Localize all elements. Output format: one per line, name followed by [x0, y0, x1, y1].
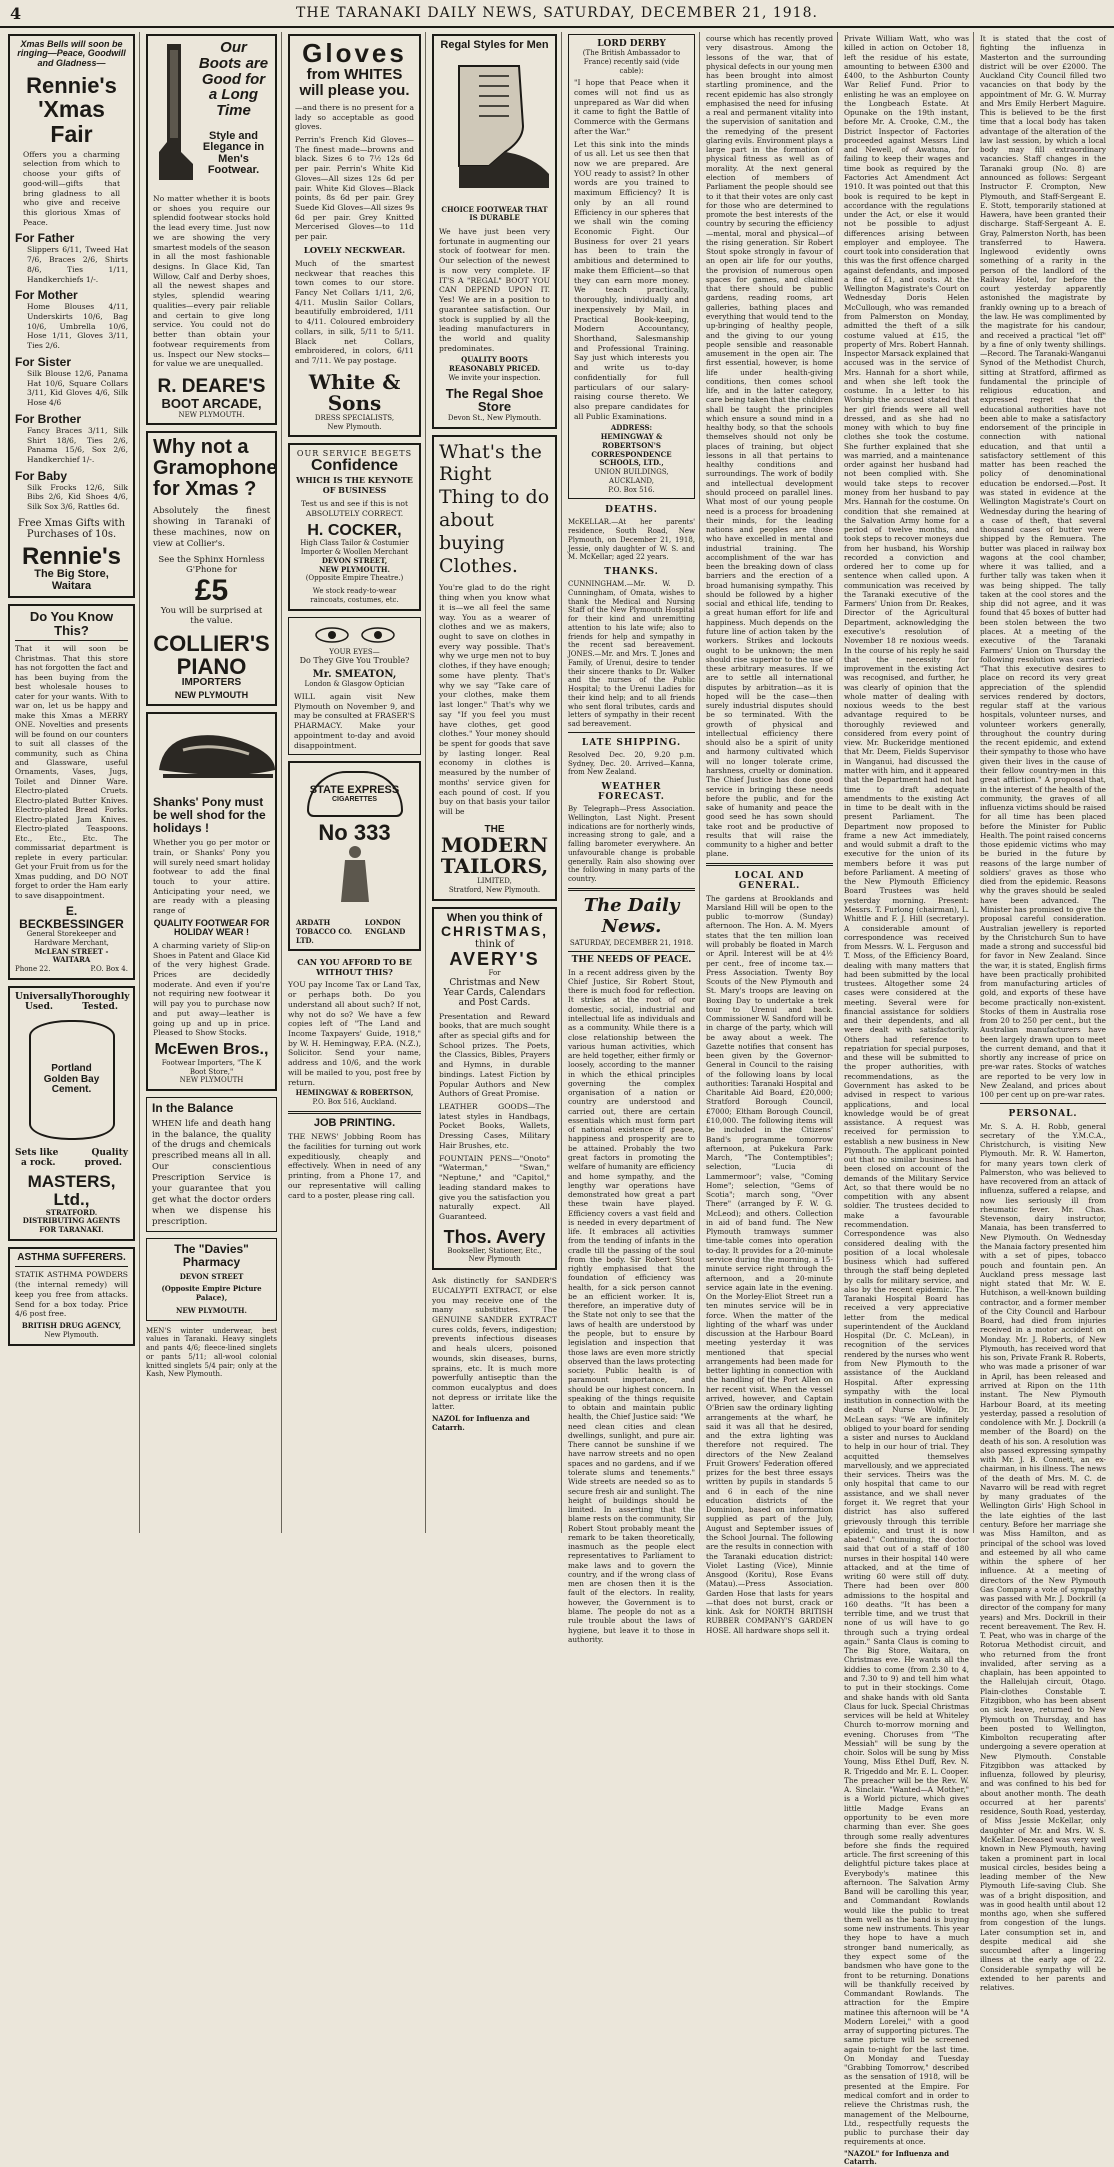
avery-pens: FOUNTAIN PENS—"Onoto" "Waterman," "Swan," "Neptune," and "Capitol," leading standard makes to give you the satisfaction you naturally expect. All Guaranteed. — [439, 1153, 550, 1221]
cement-brand3: Cement. — [51, 1084, 92, 1096]
collier-name: COLLIER'S — [153, 631, 270, 657]
weather-heading: WEATHER FORECAST. — [598, 782, 665, 803]
column-3 — [284, 32, 426, 1533]
whites-neck-body: Much of the smartest neckwear that reaches this town comes to our store. Fancy Net Collars 1/11, 2/6, 4/11. Muslin Sailor Collars, beautifully embroidered, 1/11 to 4/11. Coloured embroidery collars, in silk, 5/11 to 5/11. Black net Collars, embroidered, in colors, 6/11 and 7/11. We pay postage. — [295, 258, 414, 366]
regal-ad — [432, 34, 557, 429]
column-2 — [142, 32, 282, 1533]
deare-style: Style and Elegance in Men's Footwear. — [202, 129, 265, 177]
deare-arcade: BOOT ARCADE, — [161, 395, 262, 411]
figure-illustration — [295, 844, 414, 904]
deare-body: No matter whether it is boots or shoes you require our splendid footwear stocks hold the lead every time. Just now we are showing the very smartest models of the season in all the most fashionable designs. In Glace Kid, Tan Willow, Calf and Derby shoes, all the newest shapes and styles, splendid wearing qualities—every pair reliable and certain to give long service. You could not do better than obtain your footwear requirements from us. Inspect our New stocks—for value we are unequalled. — [153, 194, 270, 369]
balance-heading: In the Balance — [152, 1101, 234, 1116]
column-6 — [702, 32, 838, 1635]
cement-t2: Thoroughly — [71, 991, 130, 1002]
rennie-ad — [8, 34, 135, 598]
modern-tailors-ad — [432, 435, 557, 901]
paper-masthead-title: THE TARANAKI DAILY NEWS, SATURDAY, DECEMBER 21, 1918. — [296, 5, 818, 21]
balance-body: WHEN life and death hang in the balance, the quality of the drugs and chemicals prescribed means all in all. Our conscientious Prescription Service is your guarantee that you get what the doctor orders when we dispense his prescription. — [152, 1118, 271, 1227]
state-express-brand: STATE EXPRESS — [309, 783, 400, 796]
tailors-name: MODERN TAILORS, — [440, 833, 549, 879]
regal-boot-illustration — [439, 56, 550, 206]
collier-surprised: You will be surprised at the value. — [160, 606, 263, 627]
cement-ad — [8, 986, 135, 1241]
column-1 — [4, 32, 140, 1533]
job-printing-body: THE NEWS' Jobbing Room has the facilities for turning out work expeditiously, cheaply and effectively. When in need of any printing, from a Phone 17, and our representative will calling card to a poster, please ring call. — [288, 1132, 421, 1200]
rennie-free-gifts: Free Xmas Gifts with Purchases of 10s. — [17, 517, 126, 540]
mcewen-body: Whether you go per motor or train, or Shanks' Pony you will surely need smart holiday footwear to add the final touch to your attire. Anticipating your need, we are ready with a pleasing range of — [153, 838, 270, 916]
avery-christmas: CHRISTMAS, — [440, 923, 549, 940]
shipping-heading: LATE SHIPPING. — [581, 737, 682, 748]
deaths-text: McKELLAR.—At her parents' residence, South Road, New Plymouth, on December 21, 1918, Jessie, only daughter of W. S. and M. McKellar; aged 22 years. — [568, 518, 695, 562]
hemingway-address: P.O. Box 516, Auckland. — [312, 1098, 397, 1107]
avery-think: think of — [474, 938, 515, 950]
mcewen-trade: Footwear Importers, "The K Boot Store," — [161, 1058, 262, 1076]
tailors-limited: LIMITED, — [477, 877, 512, 886]
kash-notice: MEN'S winter underwear, best values in Taranaki. Heavy singlets and pants 4/6; fleece-lined singlets or pants 5/11; all-wool colonial knitted singlets 5/4 pair; only at the Kash, New Plymouth. — [146, 1326, 277, 1379]
davies-town: NEW PLYMOUTH. — [176, 1305, 247, 1315]
whites-intro: —and there is no present for a lady so acceptable as good gloves. — [295, 102, 414, 132]
cement-brand2: Golden Bay — [43, 1073, 100, 1085]
cement-b1: Sets like — [15, 1147, 59, 1158]
shipping-text: Resolved Dec. 20, 9.20 p.m. Sydney, Dec. 20. Arrived—Kanna, from New Zealand. — [568, 750, 695, 777]
davies-opposite: (Opposite Empire Picture Palace), — [161, 1284, 262, 1303]
collier-price: £5 — [194, 573, 229, 607]
text-sister: Silk Blouse 12/6, Panama Hat 10/6, Square Collars 3/11, Kid Gloves 4/6, Silk Hose 4/6 — [27, 368, 128, 408]
rennie-fair: 'Xmas Fair — [38, 96, 105, 147]
davies-street: DEVON STREET — [179, 1271, 244, 1281]
sander-notice: Ask distinctly for SANDER'S EUCALYPTI EXTRACT, or else you may receive one of the many substitutes. The GENUINE SANDER EXTRACT cures colds, fevers, indigestion; prevents infectious diseases and heals ulcers, poisoned wounds, skin diseases, burns, sprains, etc. It is much more powerfully antiseptic than the common eucalyptus and does not depress or irritate like the latter. — [432, 1276, 557, 1412]
derby-quote: "I hope that Peace when it comes will not find us as unprepared as War did when it came to fight the Battle of Commerce with the Germans after the War." — [574, 78, 689, 136]
cocker-body: Test us and see if this is not ABSOLUTELY CORRECT. — [300, 499, 409, 518]
asthma-ad — [8, 1247, 135, 1346]
deaths-heading: DEATHS. — [605, 505, 658, 516]
cocker-lead: OUR SERVICE BEGETS — [296, 449, 413, 459]
regal-name: The Regal Shoe Store — [445, 385, 544, 415]
whites-ad — [288, 34, 421, 437]
collier-piano: PIANO — [176, 654, 247, 680]
smeaton-eyes: YOUR EYES— — [329, 647, 380, 656]
rennie-name: Rennie's — [26, 73, 117, 99]
derby-address-label: ADDRESS: — [610, 423, 653, 433]
mcewen-town: NEW PLYMOUTH — [179, 1076, 244, 1085]
rennie-store: The Big Store, Waitara — [34, 568, 109, 592]
derby-building: UNION BUILDINGS, AUCKLAND, — [594, 468, 669, 485]
smeaton-trade: London & Glasgow Optician — [304, 680, 405, 689]
tailors-heading: What's the Right Thing to do about buying Clothes. — [439, 440, 550, 577]
avery-trade: Bookseller, Stationer, Etc., — [447, 1246, 542, 1255]
beck-heading: Do You Know This? — [29, 609, 114, 638]
regal-heading: Regal Styles for Men — [440, 39, 549, 51]
collier-importers: IMPORTERS — [181, 677, 242, 689]
davies-heading: The "Davies" Pharmacy — [174, 1242, 249, 1269]
tailors-body: You're glad to do the right thing when you know what it is—we all feel the same way. You as a wearer of clothes and we as makers, ought to save on clothes in every way possible. That's why we urge men not to buy clothes, if they have enough; some have plenty. That's why we say "Take care of your clothes, make them last longer." That's why we say "If you feel you must have clothes, get good clothes." Your money should be spent for goods that save by lasting longer. Real economy in clothes is measured by the number of months' service given for each pound of cost. If you buy on that basis your tailor will be — [439, 583, 550, 816]
smeaton-name: Mr. SMEATON, — [312, 669, 397, 681]
regal-body: We have just been very fortunate in augmenting our stock of footwear for men. Our selection of the newest is now very complete. IF IT'S A "REGAL" BOOT YOU CAN DEPEND UPON IT. Yes! We are in a position to guarantee satisfaction. Our stock is supplied by all the leading manufacturers in the world and quality predominates. — [439, 227, 550, 353]
avery-town: New Plymouth — [468, 1255, 521, 1264]
cocker-ad — [288, 443, 421, 610]
news-items-col8: It is stated that the cost of fighting the influenza in Masterton and the surrounding district will be over £2000. The Auckland City Council filled two vacancies on that body by the appointment of Mr. G. W. Murray and Mrs Emily Herbert Maguire. This is believed to be the first time that a local body has taken advantage of the alteration of the law last session, by which a local body may fill extraordinary vacancies. Staff changes in the Taranaki group (No. 8) are announced as follows: Sergeant Instructor F. Crompton, New Plymouth, and Staff-Sergeant E. E. Stott, temporarily stationed at Hawera, have been granted their discharge. Staff-Sergeant A. E. Gray, Palmerston North, has been transferred to Hawera. Inglewood evidently owns something of a rarity in the person of the landlord of the Railway Hotel, for before the court yesterday apparently astonished the magistrate by frankly owning up to a breach of the law. He was complimented by the magistrate for his candour, and received a practical "let off" by a fine of only twenty shillings.—Record. The Taranaki-Wanganui Synod of the Methodist Church, sitting at Stratford, affirmed as fundamental the principle of religious education, and expressed regret that the educational authorities have not been able to make a satisfactory endorsement of the principle in connection with national education, and that until a satisfactory settlement of this matter has been reached the policy of denominational education be endorsed.—Post. It was stated in evidence at the Wellington Magistrate's Court on Wednesday during the hearing of a case of theft, that several thousand cases of butter were shipped by the Remuera. The butter was placed in railway box wagons at the cool chamber, where it was tallied, and a further tally was taken when it was being shipped. The tally taken at the cool stores and the ship did not agree, and it was found that 45 boxes of butter had been stolen between the two places. At a meeting of the executive of the Taranaki Farmers' Union on Thursday the following resolution was carried: "That this executive desires to place on record its very great appreciation of the splendid services rendered by doctors, regular staff at the various hospitals, volunteer nurses, and volunteer workers generally, throughout the country during the recent epidemic, and extend their sympathy to those who have given their lives in the cause of their fellow country-men in this great affliction." A proposal that, in the interest of the health of the community, the graves of all influenza victims should be raised for all time has been placed before the Minister for Public Health. The point raised concerns those epidemic victims who may be buried in the future by reasons of the large number of soldiers' graves as those who died from the epidemic. Reasons why the graves should be sealed have been advanced. The Minister has promised to give the proposal careful consideration. Australian jewellery is reported by the Christchurch Sun to have made a strong and successful bid for favor in New Zealand. Since the war, it is stated, English firms have been practically prohibited from manufacturing articles of gold, and exports of these have become practically non-existent. Stocks of them in Australia rose from 20 to 250 per cent., but the Australian manufacturers have been largely drawn upon to meet the current demand, and that it shortly any increase of price on pre-war rates. Stocks of watches are reported to be very low in New Zealand, and prices about 100 per cent up on pre-war rates. — [980, 34, 1106, 1100]
ardath-maker: ARDATH TOBACCO CO. LTD. — [296, 918, 353, 945]
collier-see: See the Sphinx Hornless G'Phone for — [158, 554, 265, 575]
leader-heading: THE NEEDS OF PEACE. — [571, 954, 692, 965]
beckbessinger-ad — [8, 604, 135, 980]
beck-body: That it will soon be Christmas. That this store has not forgotten the fact and has been buying from the best wholesale houses to cater for your wants. With to war on, let us be happy and make this Xmas a MERRY ONE. Novelties and presents will be found on our counters to suit all classes of the community, such as China and Glassware, useful Ornaments, Vases, Jugs, Toilet and Dinner Ware. Electro-plated Cruets. Electro-plated Butter Knives. Electro-plated Bread Forks. Electro-plated Jam Knives. Electro-plated Teaspoons. Etc., Etc., Etc. The commissariat department is replete in every particular. Get your Fruit from us for the Xmas pudding, and DO NOT forget to order the Ham early to save disappointment. — [15, 644, 128, 900]
personal-text: Mr. S. A. H. Robb, general secretary of the Y.M.C.A., Christchurch, is visiting New Plymouth. Mr. R. W. Hamerton, for many years town clerk of Palmerston, who was believed to have recovered from an attack of influenza, suffered a relapse, and now lies seriously ill from rheumatic fever. Mr. Chas. Stevenson, dairy instructor, Manaia, has been transferred to New Plymouth. On Wednesday the Manaia factory presented him with a set of pipes, tobacco pouch and fountain pen. An Auckland press message last night stated that Mr. W. E. Hutchison, a well-known building contractor, and a former member of the City Council and Harbour Board, had died from injuries received in a motor accident on Monday. Mr. J. Roberts, of New Plymouth, has received word that his son, Private Frank R. Roberts, who was made a prisoner of war in April, has been released and arrived at Ripon on the 11th instant. The New Plymouth Harbour Board, at its meeting yesterday, passed a resolution of condolence with Mr. J. Dockrill (a member of the Board) on the death of his son. A resolution was also passed expressing sympathy with Mr. J. B. Connett, an ex-chairman, in his illness. The news of the death of Mrs. M. C. de Navarro will be read with regret by many graduates of the Wellington Girls' High School in the late eighties of the last century. Before her marriage she was Miss Hamilton, and as principal of the school was loved and esteemed by all who came within the sphere of her influence. At a meeting of directors of the New Plymouth Gas Company a vote of sympathy was passed with Mr. J. Dockrill (a director of the company for many years) and Mrs. Dockrill in their recent bereavement. The Rev. H. T. Peat, who was in charge of the Rotorua Methodist circuit, and who returned from the front invalided, after serving as a chaplain, has been appointed to the Hallelujah circuit, Otago. Plain-clothes Constable T. Fitzgibbon, who has been absent on sick leave, returned to New Plymouth on Thursday, and has been posted to Wellington, Kimbolton recuperating after undergoing a severe operation at New Plymouth. Constable Fitzgibbon was attacked by influenza, followed by pleurisy, and was confined to his bed for about another month. The death occurred at her parents' residence, South Road, yesterday, of Miss Jessie McKellar, only daughter of Mr. and Mrs. W. S. McKellar. Deceased was very well known in New Plymouth, having taken a prominent part in local musical circles, besides being a leading member of the New Plymouth Life-saving Club. She was of a bright disposition, and was in good health until about 12 months ago, when she suffered from congestion of the lungs. Later consumption set in, and despite medical aid she succumbed after a lingering illness at the early age of 22. Considerable sympathy will be extended to her parents and relatives. — [980, 1121, 1106, 1993]
cocker-confidence: Confidence — [310, 457, 399, 475]
asthma-firm: BRITISH DRUG AGENCY, — [21, 1321, 122, 1330]
cement-b2: Quality — [91, 1147, 128, 1158]
cement-t4: Tested. — [82, 1001, 118, 1012]
state-express-ad — [288, 761, 421, 951]
rennie-intro: Xmas Bells will soon be ringing—Peace, Goodwill and Gladness— — [17, 39, 126, 68]
nazol-notice-col7: "NAZOL" for Influenza and Catarrh. — [844, 2148, 950, 2167]
thanks-heading: THANKS. — [604, 567, 659, 578]
derby-firm: HEMINGWAY & ROBERTSON'S CORRESPONDENCE SCHOOLS, LTD., — [591, 432, 672, 468]
cocker-keynote: WHICH IS THE KEYNOTE OF BUSINESS — [296, 475, 413, 496]
text-mother: Home Blouses 4/11, Underskirts 10/6, Bag 10/6, Umbrella 10/6, Hose 1/11, Gloves 3/11, Ties 2/6. — [27, 302, 128, 351]
smeaton-trouble: Do They Give You Trouble? — [299, 656, 410, 666]
collier-town: NEW PLYMOUTH — [174, 689, 249, 700]
editorial-date: SATURDAY, DECEMBER 21, 1918. — [569, 938, 694, 947]
boot-illustration — [153, 40, 197, 190]
cocker-name: H. COCKER, — [307, 521, 402, 539]
nazol-notice: NAZOL for Influenza and Catarrh. — [432, 1414, 530, 1432]
mcewen-quality: QUALITY FOOTWEAR FOR HOLIDAY WEAR ! — [153, 917, 270, 938]
asthma-heading: ASTHMA SUFFERERS. — [17, 1251, 126, 1263]
asthma-address: New Plymouth. — [44, 1330, 99, 1339]
cement-t3: Used. — [25, 1001, 54, 1012]
collier-ad — [146, 431, 277, 706]
leader-continued: course which has recently proved very disastrous. Among the lessons of the war, that of physical defects in our young men has been brought into almost startling prominence, and the recent epidemic has also strongly emphasised the need for infusing a real and permanent vitality into the supervision of sanitation and the remedying of the present glaring evils. Environment plays a large part in the formation of physical fitness as well as of morality. At the next general election of members of Parliament the people should see to it that their votes are only cast for those who are determined to promote the best interests of the country by securing the efficiency—mental, moral and physical—of the rising generation. Sir Robert Stout spoke strongly in favour of an open air life for our youths, the provision of numerous open spaces for games, and claimed that there should be public gardens, reading rooms, art galleries, bathing places and everything that would tend to the up-bringing of healthy people, and the giving to our young people sensible and reasonable amusement in the open air. The first essential, however, is home life under health-giving conditions, then comes school life, and in the latter category, care being taken that the children shall be taught the principles which ensure a sound mind in a healthy body, so that the schools themselves should not only be places of training, but object lessons in all that pertains to healthy conditions and surroundings. The work of bodily and intellectual development should proceed on parallel lines. What most of our young people need is a process for broadening their minds, for the leading nations and peoples are those who have excelled in mental and industrial training. The accomplishment of the war has been the breaking down of class barriers and the erection of a broad humanising sympathy. This should be followed by a higher social and ethical life, tending to a great human effort for life and happiness. Much depends on the future line of action taken by the workers. Strikes and lockouts ought to be unknown; the men should rise superior to the use of these arbitrary measures. If we are to settle all international disputes by arbitration—as it is hoped will be the case—then surely industrial disputes should be so terminated. With the growth of physical and intellectual efficiency there should also be a spirit of unity and harmony cultivated which will no longer tolerate crime, harshness, cruelty or domination. The Chief Justice has done good service in bringing these needs before the public, and for the sake of humanity and peace the good seed he has sown should take root and be productive of results that will raise the community to a higher and better plane. — [706, 34, 833, 859]
smeaton-ad — [288, 617, 421, 756]
cement-brand1: Portland — [51, 1063, 92, 1075]
shoe-illustration — [153, 718, 270, 796]
column-7 — [840, 32, 974, 2167]
balance-ad — [146, 1097, 277, 1232]
beck-trade: General Storekeeper and Hardware Merchant, — [26, 930, 117, 947]
hemingway-body: YOU pay Income Tax or Land Tax, or perhaps both. Do you understand all about such? If not, why not do so? We have a few copies left of "The Land and Income Taxpayers' Guide, 1918," by W. H. Hemingway, F.P.A. (N.Z.), Solicitor. Send your name, address and 10/6, and the work will be mailed to you, post free by return. — [288, 980, 421, 1087]
eyes-illustration — [294, 622, 415, 648]
job-printing-heading: JOB PRINTING. — [313, 1116, 396, 1129]
personal-heading: PERSONAL. — [1008, 1108, 1078, 1119]
whites-town: New Plymouth. — [327, 422, 382, 431]
mcewen-body2: A charming variety of Slip-on Shoes in Patent and Glace Kid of the very highest Grade. Prices are decidedly moderate. And even if you're not requiring new footwear it will pay you to purchase now and put away—leather is going up and up in price. Pleased to Show Stocks. — [153, 940, 270, 1038]
cocker-stock: We stock ready-to-wear raincoats, costumes, etc. — [310, 587, 399, 604]
mcewen-ad — [146, 712, 277, 1091]
local-general-heading: LOCAL AND GENERAL. — [734, 870, 805, 891]
mcewen-name: McEwen Bros., — [154, 1040, 269, 1058]
cement-barrel — [29, 1020, 115, 1140]
avery-body: Christmas and New Year Cards, Calendars and Post Cards. — [443, 977, 546, 1008]
regal-caption: CHOICE FOOTWEAR THAT IS DURABLE — [441, 204, 548, 223]
regal-address: Devon St., New Plymouth. — [447, 413, 542, 422]
deare-banner: Our Boots are Good for a Long Time — [198, 39, 269, 119]
masters-town: STRATFORD. — [45, 1207, 98, 1217]
avery-lead: When you think of — [446, 911, 543, 924]
text-father: Slippers 6/11, Tweed Hat 7/6, Braces 2/6, Shirts 8/6, Ties 1/11, Handkerchiefs 1/-. — [27, 245, 128, 284]
column-4 — [428, 32, 562, 1533]
heading-sister: For Sister — [15, 354, 72, 369]
hemingway-firm: HEMINGWAY & ROBERTSON, — [295, 1088, 414, 1098]
text-baby: Silk Frocks 12/6, Silk Bibs 2/6, Kid Shoes 4/6, Silk Sox 3/6, Rattles 6d. — [27, 482, 128, 512]
leader-text: In a recent address given by the Chief Justice, Sir Robert Stout, there is much food for reflection. It strikes at the root of our domestic, social, industrial and intellectual life as individuals and as a community. While there is a close relationship between the various human activities, which are held together, either firmly or loosely, according to the manner in which the ethical principles governing the complex organisation of a nation or country are understood and carried out, there are certain essentials which must form part of national existence if peace, happiness and prosperity are to be attained. Probably the two great factors in promoting the welfare of humanity are efficiency and home sympathy, and the lengthy war operations have demonstrated how great a part these twain have played. Efficiency covers a vast field and is needed in every department of life. It embraces all activities from the tending of infants in the cradle till the passing of the soul from the body. Sir Robert Stout rightly emphasised that the foundation of efficiency was health, for a sick person cannot be an efficient worker. It is, therefore, an imperative duty of the State not only to see that the laws of health are understood by the people, but to ensure by legislation and inspection that those laws are even more strictly observed than the laws protecting society. Public health is of paramount importance, and should be our highest concern. In speaking of the things requisite to obtain and maintain public health, the Chief Justice said: "We need clean cities and clean dwellings, sunlight, and pure air. There cannot be sunshine if we have narrow streets and no open spaces and no gardens, and if we tolerate slums and tenements." Wide streets are needed so as to secure fresh air and sunlight. The height of buildings should be limited. In asserting that the blame rests on the community, Sir Robert Stout probably meant the remark to be taken theoretically, inasmuch as the people elect representatives to Parliament to make laws and to govern the country, and if the wrong class of men are chosen then it is the fault of the electors. In reality, however, the Government is to blame. The people do not as a rule trouble about the laws of hygiene, but leave it to those in authority. — [568, 967, 695, 1644]
masters-agents: DISTRIBUTING AGENTS FOR TARANAKI. — [22, 1216, 121, 1235]
tailors-the: THE — [484, 823, 505, 835]
cement-t1: Universally — [15, 991, 72, 1002]
whites-heading: Gloves — [302, 38, 407, 68]
state-express-cigarettes: CIGARETTES — [331, 796, 378, 804]
whites-items: Perrin's French Kid Gloves—The finest made—browns and black. Sizes 6 to 7½ 12s 6d per pair. Perrin's White Kid Gloves—All sizes 12s 6d per pair. White Kid Gloves—Black points, 8s 6d per pair. Grey Suede Kid Gloves—All sizes 9s 6d per pair. Grey Knitted Mercerised Gloves—to 11d per pair. — [295, 134, 414, 242]
beck-phone: Phone 22. — [15, 965, 51, 974]
cocker-town: NEW PLYMOUTH. — [319, 564, 390, 574]
derby-body: Let this sink into the minds of us all. Let us see then that now we are prepared. Are YOU ready to assist? In other words are you trained to maximum Efficiency? It is only by an all round Efficiency in our spheres that we shall win the coming Economic Fight. Our Business for over 21 years has been to train the ambitious and determined to make them Efficient—so that they can earn more money. We teach practically, thoroughly, individually and inexpensively by Mail, in Practical Book-keeping, Modern Accountancy, Shorthand, Salesmanship and Professional Training. Say just which interests you and write us to-day confidentially for full particulars of our salary-raising course thereto. We also prepare candidates for all Public Examinations. — [574, 139, 689, 421]
beck-box: P.O. Box 4. — [90, 965, 128, 974]
asthma-body: STATIK ASTHMA POWDERS (the internal remedy) will keep you free from attacks. Send for a box today. Price 4/6 post free. — [15, 1270, 128, 1319]
deare-town: NEW PLYMOUTH. — [178, 410, 245, 419]
avery-leather: LEATHER GOODS—The latest styles in Handbags, Pocket Books, Wallets, Dressing Cases, Military Hair Brushes, etc. — [439, 1102, 550, 1150]
tailors-address: Stratford, New Plymouth. — [448, 885, 541, 894]
davies-ad — [146, 1238, 277, 1320]
whites-neckwear: LOVELY NECKWEAR. — [303, 245, 406, 256]
heading-mother: For Mother — [15, 288, 78, 303]
column-8 — [976, 32, 1110, 1993]
local-general-text: The gardens at Brooklands and Marsland Hill will be open to the public to-morrow (Sunday) afternoon. The Hon. A. M. Myers states that the ten million loan will probably be floated in March or April. Interest will be at 4½ per cent., free of income tax.—Press Association. Twenty Boy Scouts of the New Plymouth and St. Mary's troops are leaving on Boxing Day to undertake a trek tour to Urenui and back. Commissioner W. Sandford will be in charge of the party, which will be away about a week. The Gazette notifies that consent has been given by the Governor-General in Council to the raising of the following loans by local authorities: Taranaki Hospital and Charitable Aid Board, £20,000; Stratford Borough Council, £7000; Eltham Borough Council, £10,000. The following items will be included in the Citizens' Band's programme tomorrow afternoon, at Pukekura Park: March, "The Contemptibles"; selection, "Lucia di Lammermoor"; valse, "Coming Home"; selection, "Gems of Scotia"; march song, "Over There" (arranged by F. W. G. McLeod); and others. Collection in aid of band fund. The New Plymouth tramways summer time-table comes into operation to-day. It provides for a 20-minute service during the morning, a 15-minute service right through the afternoon, and a 20-minute service again late in the evening. On the Morley-Eliot Street run a ten minutes service will be in force. When the matter of the lighting of the wharf was under discussion at the Harbour Board meeting yesterday it was mentioned that special arrangements had been made for better lighting in connection with the handling of the Port Allen on her recent visit. When the vessel arrived, however, and Captain O'Brien saw the ordinary lighting arrangements at the wharf, he said it was all that he desired, and the extra lighting was therefore not required. The directors of the New Zealand Fruit Growers' Federation offered prizes for the best three essays written by pupils in standards 5 and 6 in each of the nine education districts of the Dominion, based on information supplied as part of the July, August and September issues of the School Journal. The following are the results in connection with the Taranaki education district: Violet Lasting (Vice), Minnie Ansgood (Koritu), Rose Evans (Matau).—Press Association. Garden Hose that lasts for years—that does not burst, crack or kink. Ask for NORTH BRITISH RUBBER COMPANY'S GARDEN HOSE. All hardware shops sell it. — [706, 893, 833, 1635]
avery-ad — [432, 907, 557, 1270]
derby-sub: (The British Ambassador to France) recently said (vide cable): — [582, 49, 681, 75]
beck-name: E. BECKBESSINGER — [19, 904, 124, 931]
mcewen-heading: Shanks' Pony must be well shod for the holidays ! — [153, 795, 266, 835]
collier-body: Absolutely the finest showing in Taranaki of these machines, now on view at Collier's. — [153, 506, 270, 549]
heading-father: For Father — [15, 231, 75, 246]
hemingway-question: CAN YOU AFFORD TO BE WITHOUT THIS? — [297, 957, 412, 978]
state-express-number: No 333 — [318, 820, 391, 846]
avery-for: For — [488, 968, 501, 977]
whites-name: White & Sons — [308, 369, 401, 415]
avery-firm: Thos. Avery — [443, 1226, 546, 1247]
cement-b3: a rock. — [21, 1157, 56, 1168]
deare-ad — [146, 34, 277, 425]
cocker-trade: High Class Tailor & Costumier Importer & Woollen Merchant — [300, 539, 409, 557]
whites-from: from WHITES — [306, 66, 403, 84]
heading-brother: For Brother — [15, 411, 81, 426]
text-brother: Fancy Braces 3/11, Silk Shirt 18/6, Ties 2/6, Panama 15/6, Sox 2/6, Handkerchief 1/-. — [27, 425, 128, 464]
editorial-masthead: The Daily News. — [583, 894, 680, 937]
column-5 — [564, 32, 700, 1644]
heading-baby: For Baby — [15, 468, 68, 483]
avery-name: AVERY'S — [449, 948, 540, 969]
rennie-offer: Offers you a charming selection from which to choose your gifts of good-will—gifts that bring gladness to all who give and receive this glorious Xmas of Peace. — [23, 149, 120, 227]
thanks-text: CUNNINGHAM.—Mr. W. D. Cunningham, of Omata, wishes to thank the Medical and Nursing Staff of the New Plymouth Hospital for their kind and unremitting attention to his late wife; also to friends for help and sympathy in the recent sad bereavement. JONES.—Mr. and Mrs. T. Jones and Family, of Urenui, desire to tender their sincere thanks to Dr. Walker and the nurses of the Public Hospital; to the Urenui Ladies for their kind help; and to all friends who sent floral tributes, cards and letters of sympathy in their recent sad bereavement. — [568, 580, 695, 729]
masters-name: MASTERS, Ltd., — [27, 1171, 116, 1209]
smeaton-body: WILL again visit New Plymouth on November 9, and may be consulted at FRASER'S PHARMACY. Make your appointment to-day and avoid disappointment. — [294, 692, 415, 750]
rennie-name-footer: Rennie's — [21, 542, 122, 570]
derby-heading: LORD DERBY — [597, 39, 666, 49]
masthead — [0, 0, 1114, 28]
derby-box: P.O. Box 516. — [608, 485, 655, 494]
derby-ad — [568, 34, 695, 499]
avery-books: Presentation and Reward books, that are much sought after as special gifts and for School prizes. The Poets, the Classics, Bibles, Prayers and Hymns, in durable bindings. Latest Fiction by Popular Authors and New Authors of Great Promise. — [439, 1011, 550, 1099]
cement-b4: proved. — [84, 1157, 122, 1168]
regal-invite: We invite your inspection. — [448, 373, 541, 382]
collier-heading: Why not a Gramophone for Xmas ? — [153, 436, 278, 501]
deare-name: R. DEARE'S — [157, 375, 266, 397]
whites-please: will please you. — [299, 82, 410, 100]
regal-moderate: QUALITY BOOTS REASONABLY PRICED. — [449, 355, 540, 374]
cocker-opposite: (Opposite Empire Theatre.) — [305, 574, 404, 583]
whites-trade: DRESS SPECIALISTS, — [314, 413, 395, 422]
page-number: 4 — [10, 4, 23, 23]
beck-address: McLEAN STREET - WAITARA — [34, 946, 109, 965]
ardath-city: LONDON ENGLAND — [364, 918, 406, 936]
weather-text: By Telegraph—Press Association. Wellington, Last Night. Present indications are for northerly winds, increasing strong to gale, and a falling barometer everywhere. An unfavourable change is probable generally. Rain also showing over the following in many parts of the country. — [568, 805, 695, 884]
cocker-street: DEVON STREET, — [321, 555, 388, 565]
news-items-col7: Private William Watt, who was killed in action on October 18, left the residue of his estate, amounting to between £300 and £400, to the Ashburton County War Relief Fund. Prior to enlisting he was an employee on the Longbeach Estate. At Opunake on the 19th instant, before Mr. A. Crooke, C.M., the District Inspector of Factories proceeded against Messrs Lind and Newell, of Awatuna, for failing to keep their wages and time book as required by the Factories Act Amendment Act 1910. It was pointed out that this book is required to be kept in accordance with the regulations under the Act, or else it would not be possible to adjust differences arising between employer and employee. The court took into consideration that this was the first offence charged against defendants, and imposed a fine of £1, and costs. At the Wellington Magistrate's Court on Wednesday Doris Helen McCullough, who was remanded from Palmerston on Monday, admitted the theft of a silk costume valued at £15, the property of Mrs. Robert Hannah. Inspector Marsack explained that accused was in the service of Mrs. Hannah for a short while, and when she left took the costume. In a letter to his Worship the accused stated that her girl friends were all well dressed, and as she had no money with which to buy fine clothes she took the costume. She further explained that she was married, and a maintenance order against her husband had not been complied with. She would take steps to recover money from her husband to pay Mrs. Hannah for the costume. On condition that she remained at the Salvation Army home for a period of twelve months, and took steps to recover moneys due from her husband, his Worship recorded a conviction and ordered her to come up for sentence when called upon. A communication was received by the Taranaki executive of the Farmers' Union from Dr. Reakes, Director of the Agricultural Department, acknowledging the executive's resolution of November 18 re noxious weeds. In the course of his reply he said that the necessity for improvement in the existing Act was recognised, and further, he was clearly of opinion that the whole matter of dealing with noxious weeds to the best advantage required to be thoroughly reviewed and considered from every point of view. Mr. Buckeridge mentioned that Mr. Deem, Fields Supervisor in Wanganui, had discussed the matter with him, and it appeared that the Department had not had time to draft adequate amendments to the existing Act in time to be dealt with in the present Parliament. The Department now proposed to frame a new Act immediately, and would submit a draft to the executive for the union of its members before it was put before Parliament. A meeting of the New Plymouth Efficiency Board Trustees was held yesterday morning. Present: Messrs. T. Furlong (chairman), L. Whittle and F. J. Hill (secretary). A considerable amount of correspondence was received from Messrs. W. L. Ferguson and T. Moss, of the Efficiency Board, dealing with many matters that had been submitted by the local trustees. Altogether some 24 cases were considered at the meeting. Several were for financial assistance for soldiers and their dependents, and all were dealt with satisfactorily. Others had reference to repatriation for special purposes, and these will be submitted to the proper authorities, with recommendations, as the Government has asked to be advised in respect to various applications, and local knowledge would be of great assistance. A request was received for permission to establish a new business in New Plymouth. The applicant pointed out that no similar business had been closed on account of the demands of the Military Service Act, so that there would be no competition with any absent soldier. The trustees decided to make a favourable recommendation. Correspondence was also considered dealing with the position of a local wholesale business which had suffered through the staff being depleted by calls for military service, and also by the recent epidemic. The Taranaki Hospital Board has received a very appreciative letter from the medical superintendent of the Auckland Hospital (Dr. C. McLean), in recognition of the services rendered by the nurses who went from New Plymouth to the assistance of the Auckland Hospital. After expressing sympathy with the local institution in connection with the death of Nurse Wolfe, Dr. McLean says: "We are infinitely obliged to your board for sending a sister and nurses to Auckland to help in our hour of trial. They acquitted themselves marvellously, and we appreciated their services. Theirs was the only hospital that came to our assistance, and we shall never forget it. We regret that your district has also suffered grievously through this terrible epidemic, and trust it is now abated." Continuing, the doctor said that out of a staff of 180 nurses in their hospital 140 were attacked, and at the time of writing 60 were still off duty. There had been over 800 admissions to the hospital and 160 deaths. "It has been a terrible time, and we trust that none of us will have to go through such a trying ordeal again." Santa Claus is coming to The Big Store, Waitara, on Christmas eve. He wants all the kiddies to come (from 2.30 to 4, and 7.30 to 9) and tell him what to put in their stockings. Come and shake hands with old Santa Claus for luck. Special Christmas services will be held at Whiteley Church to-morrow morning and evening. Choruses from "The Messiah" will be sung by the choir. Solos will be sung by Miss Young, Miss Ethel Duff, Rev. N. R. Trigeddo and Mr. E. L. Cooper. The preacher will be the Rev. W. A. Sinclair. "Wanted—A Mother," is a World picture, which gives little Madge Evans an opportunity to be even more charming than ever. She goes through some really adventures before she finds the required article. The first screening of this delightful picture takes place at Everybody's matinee this afternoon. The Salvation Army Band will be carolling this year, and Commandant Rowlands would like the public to treat them well as the band is buying some new instruments. This year they hope to have a much stronger band numerically, as they expect some of the bandsmen who have gone to the front to be returning. Donations will be thankfully received by Commandant Rowlands. The attraction for the Empire matinee this afternoon will be "A Modern Lorelei," with a good array of supporting pictures. The same picture will be screened again to-night for the last time. On Monday and Tuesday "Grabbing Tomorrow," described as the sensation of 1918, will be presented at the Empire. For medical comfort and in order to relieve the Christmas rush, the management of the Melbourne, Ltd., respectfully requests the public to purchase their day requirements at once. — [844, 34, 969, 2147]
